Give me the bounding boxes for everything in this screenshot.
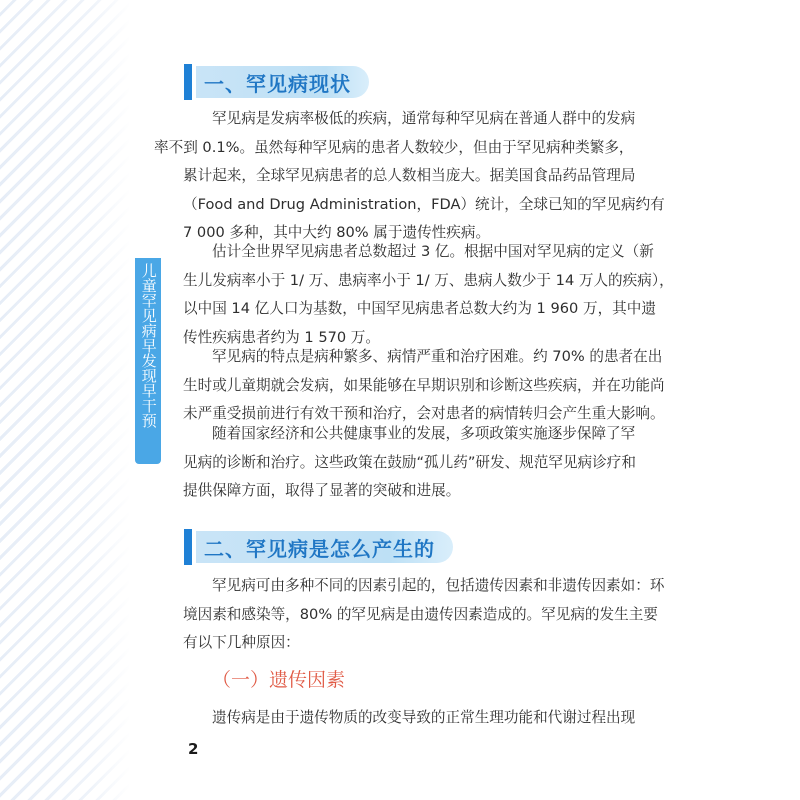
paragraph-line: 率不到 0.1%。虽然每种罕见病的患者人数较少，但由于罕见病种类繁多， [154,138,634,156]
paragraph-line: 有以下几种原因： [183,634,300,652]
section1-heading [184,64,369,100]
paragraph-line: 罕见病的特点是病种繁多、病情严重和治疗困难。约 70% 的患者在出 [212,348,663,365]
paragraph [154,105,665,248]
paragraph-line: 以中国 14 亿人口为基数，中国罕见病患者总数大约为 1 960 万，其中遗 [183,300,656,318]
heading-accent-bar [184,529,192,565]
paragraph-line: 生儿发病率小于 1/ 万、患病率小于 1/ 万、患病人数少于 14 万人的疾病）， [183,271,674,289]
paragraph [183,572,665,658]
paragraph-line: （Food and Drug Administration，FDA）统计，全球已知的罕见病约有 [183,195,665,213]
page-number: 2 [188,740,199,758]
paragraph-line: 见病的诊断和治疗。这些政策在鼓励“孤儿药”研发、规范罕见病诊疗和 [183,453,636,471]
paragraph-line: 估计全世界罕见病患者总数超过 3 亿。根据中国对罕见病的定义（新 [212,243,654,260]
paragraph [183,343,665,429]
section2-heading-text: 二、罕见病是怎么产生的 [204,536,435,561]
paragraph-line: 随着国家经济和公共健康事业的发展，多项政策实施逐步保障了罕 [212,425,636,442]
heading-accent-bar [184,64,192,100]
paragraph-line: 遗传病是由于遗传物质的改变导致的正常生理功能和代谢过程出现 [212,709,636,726]
paragraph [183,420,636,506]
section1-heading-text: 一、罕见病现状 [204,71,351,96]
stripes-fade [0,0,130,800]
paragraph-line: 提供保障方面，取得了显著的突破和进展。 [183,482,461,500]
paragraph-line: 传性疾病患者约为 1 570 万。 [183,328,380,346]
paragraph-line: 生时或儿童期就会发病，如果能够在早期识别和诊断这些疾病，并在功能尚 [183,376,665,394]
subsection-heading: （一）遗传因素 [212,669,346,691]
heading-pill [196,531,453,563]
paragraph-line: 7 000 多种，其中大约 80% 属于遗传性疾病。 [183,224,491,242]
paragraph [183,238,674,352]
heading-pill [196,66,369,98]
paragraph-line: 未严重受损前进行有效干预和治疗，会对患者的病情转归会产生重大影响。 [183,405,665,423]
paragraph-line: 累计起来，全球罕见病患者的总人数相当庞大。据美国食品药品管理局 [183,167,636,185]
paragraph-line: 罕见病是发病率极低的疾病，通常每种罕见病在普通人群中的发病 [212,110,636,127]
paragraph-line: 境因素和感染等，80% 的罕见病是由遗传因素造成的。罕见病的发生主要 [183,605,658,623]
paragraph [183,704,636,733]
chapter-side-tab-label: 儿童罕见病早发现早干预 [139,263,158,428]
paragraph-line: 罕见病可由多种不同的因素引起的，包括遗传因素和非遗传因素如：环 [212,577,665,594]
section2-heading [184,529,453,565]
